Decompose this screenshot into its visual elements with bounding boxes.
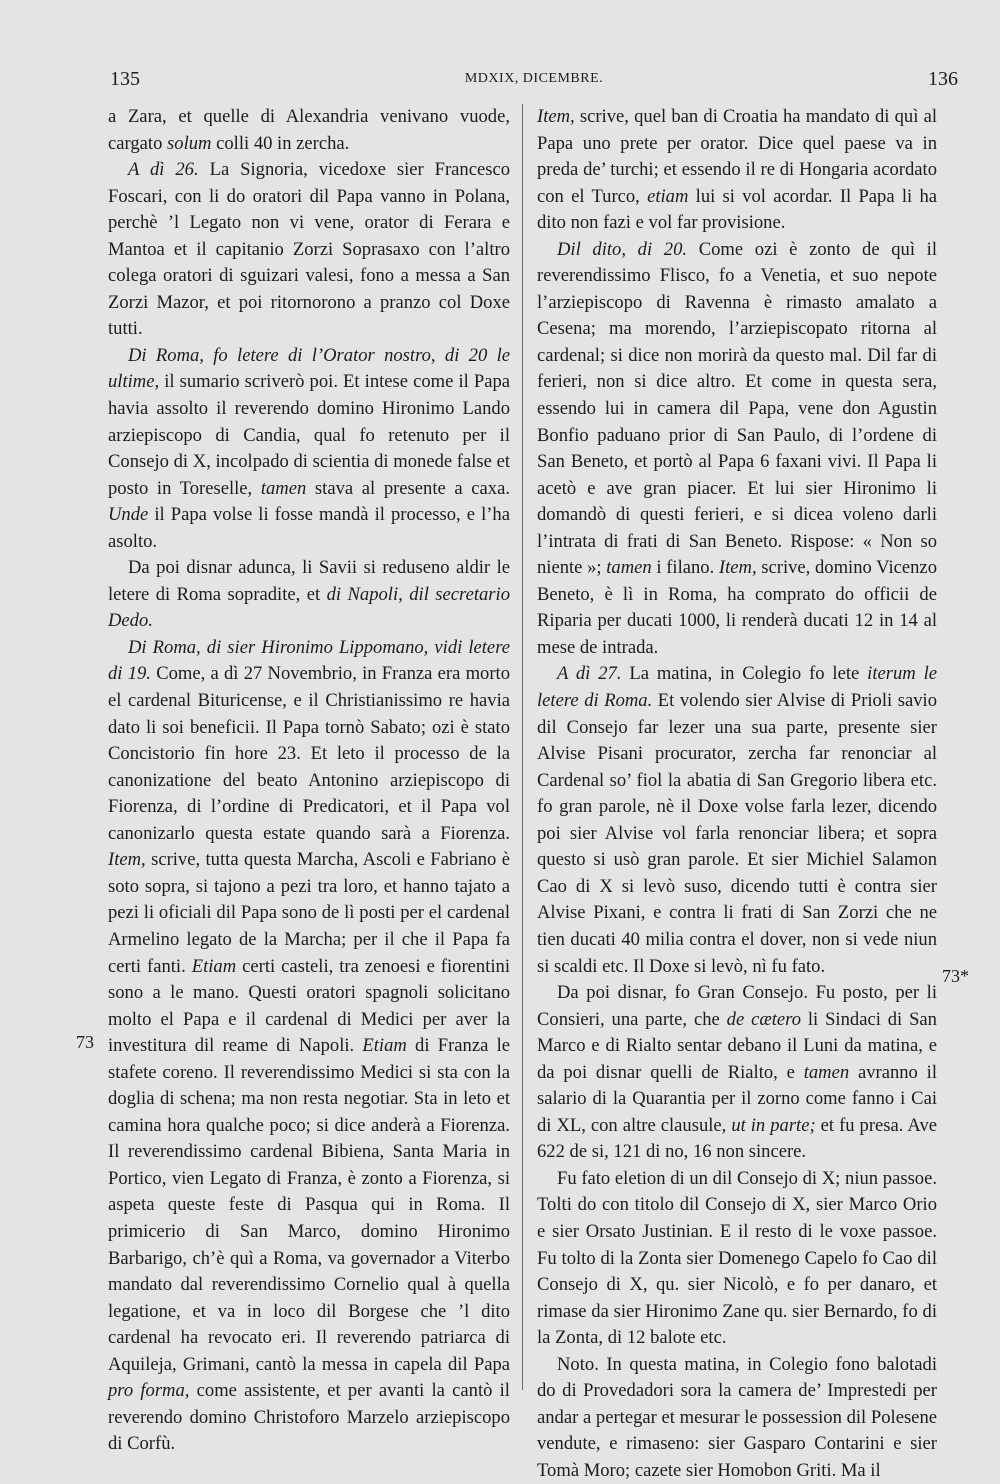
italic-text: Item, <box>718 557 757 579</box>
text-run: Come, a dì 27 Novembrio, in Franza era morto el cardenal Bituricense, e il Christianissimo re havia dato li soi beneficii. Il Papa tornò Sabato; ozi è stato Concistorio fin hore 23. Et leto il processo de la canonizatione del beato Antonino arziepiscopo di Fiorenza, di l’ordine di Predicatori, et il Papa vol canonizarlo questa estate quando sarà a Fiorenza. <box>108 663 510 844</box>
text-run: certi casteli, tra zenoesi e fiorentini sono a le mano. Questi oratori spagnoli solicitano molto el Papa e il cardenal di Medici per aver la investitura dil reame di Napoli. <box>108 955 510 1057</box>
paragraph <box>108 635 510 1458</box>
text-run: a Zara, et quelle di Alexandria venivano vuode, cargato <box>108 106 510 154</box>
running-title: MDXIX, DICEMBRE. <box>464 71 604 86</box>
italic-text: de cætero <box>726 1008 801 1030</box>
margin-note-right: 73* <box>942 966 969 986</box>
text-run: di Franza le stafete coreno. Il reverendissimo Medici si sta con la doglia di schena; ma non resta negotiar. Sta in leto et camina hora qualche poco; si dice anderà a Fiorenza. Il reverendissimo cardenal Bibiena, Santa Maria in Portico, vien Legato di Franza, è zonto a Fiorenza, si aspeta queste feste di Pasqua qui in Roma. Il primicerio di San Marco, domino Hironimo Barbarigo, ch’è quì a Roma, va governador a Viterbo mandato dal reverendissimo Cornelio qual à quella legatione, et va in loco dil Borgese che ’l dito cardenal ha revocato eri. Il reverendo patriarca di Aquileja, Grimani, cantò la messa in capela dil Papa <box>108 1035 510 1375</box>
text-run: La matina, in Colegio fo lete <box>621 663 868 685</box>
italic-text: tamen <box>260 477 307 499</box>
italic-text: Di Roma, di sier Hironimo Lippomano, vidi letere di 19. <box>108 636 510 685</box>
paragraph <box>108 555 510 635</box>
column-divider <box>522 104 523 1390</box>
italic-text: Etiam <box>191 955 237 977</box>
page-number-right: 136 <box>928 68 958 90</box>
text-run: Come ozi è zonto de quì il reverendissimo Flisco, fo a Venetia, et suo nepote l’arziepiscopo di Ravenna è rimasto amalato a Cesena; ma morendo, l’arziepiscopato ritorna al cardenal; si dice non morirà da questo mal. Dil far di ferieri, non si dice altro. Et come in questa sera, essendo lui in camera dil Papa, vene don Agustin Bonfio paduano prior di San Paulo, di l’ordene di San Beneto, et portò al Papa 6 faxani vivi. Il Papa li acetò e ave gran piacer. Et lui sier Hironimo li domandò di questi ferieri, e si dicea voleno darli l’intrata di frati di San Beneto. Rispose: « Non so niente »; <box>537 238 938 579</box>
text-run: Da poi disnar adunca, li Savii si reduseno aldir le letere di Roma sopradite, et <box>108 557 510 605</box>
italic-text: etiam <box>647 185 689 207</box>
text-run: avranno il salario di la Quarantia per il zorno come fanno i Cai di XL, con altre clausule, <box>537 1061 937 1136</box>
text-run: come assistente, et per avanti la cantò il reverendo domino Christoforo Marzelo arziepiscopo di Corfù. <box>108 1380 510 1455</box>
text-run: et fu presa. Ave 622 de si, 121 di no, 16 non sincere. <box>537 1114 937 1163</box>
text-run: lui si vol acordar. Il Papa li ha dito non fazi e vol far provisione. <box>537 185 937 234</box>
text-run: scrive, domino Vicenzo Beneto, è lì in Roma, ha comprato do officii de Riparia per ducati 1000, li renderà ducati 12 in 14 al mese de intrada. <box>537 557 937 658</box>
italic-text: Item, <box>108 849 146 871</box>
margin-note-left: 73 <box>76 1032 94 1052</box>
italic-text: Etiam <box>362 1035 407 1057</box>
text-run: Noto. In questa matina, in Colegio fono balotadi do di Provedadori sora la camera de’ Imprestedi per andar a pertegar et mesurar le possession dil Polesene vendute, e rimaseno: sier Gasparo Contarini e sier Tomà Moro; cazete sier Homobon Griti. Ma il <box>537 1353 937 1481</box>
italic-text: A dì 27. <box>557 663 622 685</box>
text-run: scrive, tutta questa Marcha, Ascoli e Fabriano è soto sopra, si tajono a pezi tra loro, et hanno tajato a pezi li oficiali dil Papa sono de lì posti per el cardenal Armelino legato de la Marcha; per il che il Papa fa certi fanti. <box>108 849 510 977</box>
italic-text: Dil dito, di 20. <box>557 238 688 260</box>
italic-text: tamen <box>606 557 652 579</box>
left-text-column <box>108 104 511 1455</box>
paragraph <box>537 661 937 980</box>
paragraph <box>537 1166 937 1352</box>
italic-text: ut in parte; <box>731 1114 816 1136</box>
paragraph <box>108 157 510 343</box>
italic-text: Di Roma, fo letere di l’Orator nostro, di 20 le ultime, <box>108 344 510 393</box>
text-run: li Sindaci di San Marco e di Rialto sentar debano il Luni da matina, e da poi disnar quelli de Rialto, e <box>537 1008 937 1083</box>
text-run: il sumario scriverò poi. Et intese come il Papa havia assolto il reverendo domino Hironimo Lando arziepiscopo di Candia, qual fo retenuto per il Consejo di X, incolpado di scientia di monede false et posto in Toreselle, <box>108 371 510 499</box>
italic-text: iterum le letere di Roma. <box>537 663 937 712</box>
paragraph <box>537 980 937 1166</box>
text-run: il Papa volse li fosse mandà il processo, e l’ha asolto. <box>108 504 510 552</box>
right-text-column <box>537 104 938 1481</box>
text-run: Et volendo sier Alvise di Prioli savio dil Consejo far lezer una sua parte, presente sier Alvise Pisani procurator, zercha far renonciar al Cardenal so’ fiol la abatia di San Gregorio libera etc. fo gran parole, nè il Doxe volse farla lezer, dicendo poi sier Alvise vol farla renonciar libera; et sopra questo si usò gran parole. Et sier Michiel Salamon Cao di X si levò suso, dicendo tutti è contra sier Alvise Pixani, e contra li frati di San Zorzi che ne tien ducati 40 milia contra el dover, non si vede niun si scaldi etc. Il Doxe si levò, nì fu fato. <box>537 690 937 977</box>
text-run: colli 40 in zercha. <box>211 132 350 154</box>
text-run: scrive, quel ban di Croatia ha mandato di quì al Papa uno prete per orator. Dice quel paese va in preda de’ turchi; et essendo il re di Hongaria acordato con el Turco, <box>537 106 937 207</box>
text-run: i filano. <box>651 557 719 579</box>
text-run: stava al presente a caxa. <box>306 477 510 499</box>
italic-text: tamen <box>803 1061 850 1083</box>
page-number-left: 135 <box>110 68 140 90</box>
text-run: La Signoria, vicedoxe sier Francesco Foscari, con li do oratori dil Papa vanno in Polana, perchè ’l Legato non vi vene, orator di Ferara e Mantoa et il capitanio Zorzi Soprasaxo con l’altro colega oratori di sguizari valesi, fono a messa a San Zorzi Mazor, et poi ritornorono a pranzo col Doxe tutti. <box>108 159 510 340</box>
text-run: Da poi disnar, fo Gran Consejo. Fu posto, per li Consieri, una parte, che <box>537 982 937 1030</box>
italic-text: Item, <box>537 106 575 127</box>
paragraph <box>108 343 510 555</box>
italic-text: A dì 26. <box>128 159 199 181</box>
italic-text: di Napoli, dil secretario Dedo. <box>108 583 511 632</box>
running-header <box>110 68 958 94</box>
italic-text: pro forma, <box>108 1380 190 1402</box>
text-run: Fu fato eletion di un dil Consejo di X; niun passoe. Tolti do con titolo dil Consejo di X, sier Marco Orio e sier Orsato Justinian. E il resto di le voxe passoe. Fu tolto di la Zonta sier Domenego Capelo fo Cao dil Consejo di X, qu. sier Nicolò, e fo per danaro, et rimase da sier Hironimo Zane qu. sier Bernardo, fo di la Zonta, di 12 balote etc. <box>537 1167 937 1349</box>
paragraph <box>108 104 510 157</box>
paragraph <box>537 237 937 662</box>
paragraph <box>537 1352 937 1484</box>
italic-text: solum <box>167 132 212 154</box>
italic-text: Unde <box>108 504 149 526</box>
paragraph <box>537 104 937 237</box>
